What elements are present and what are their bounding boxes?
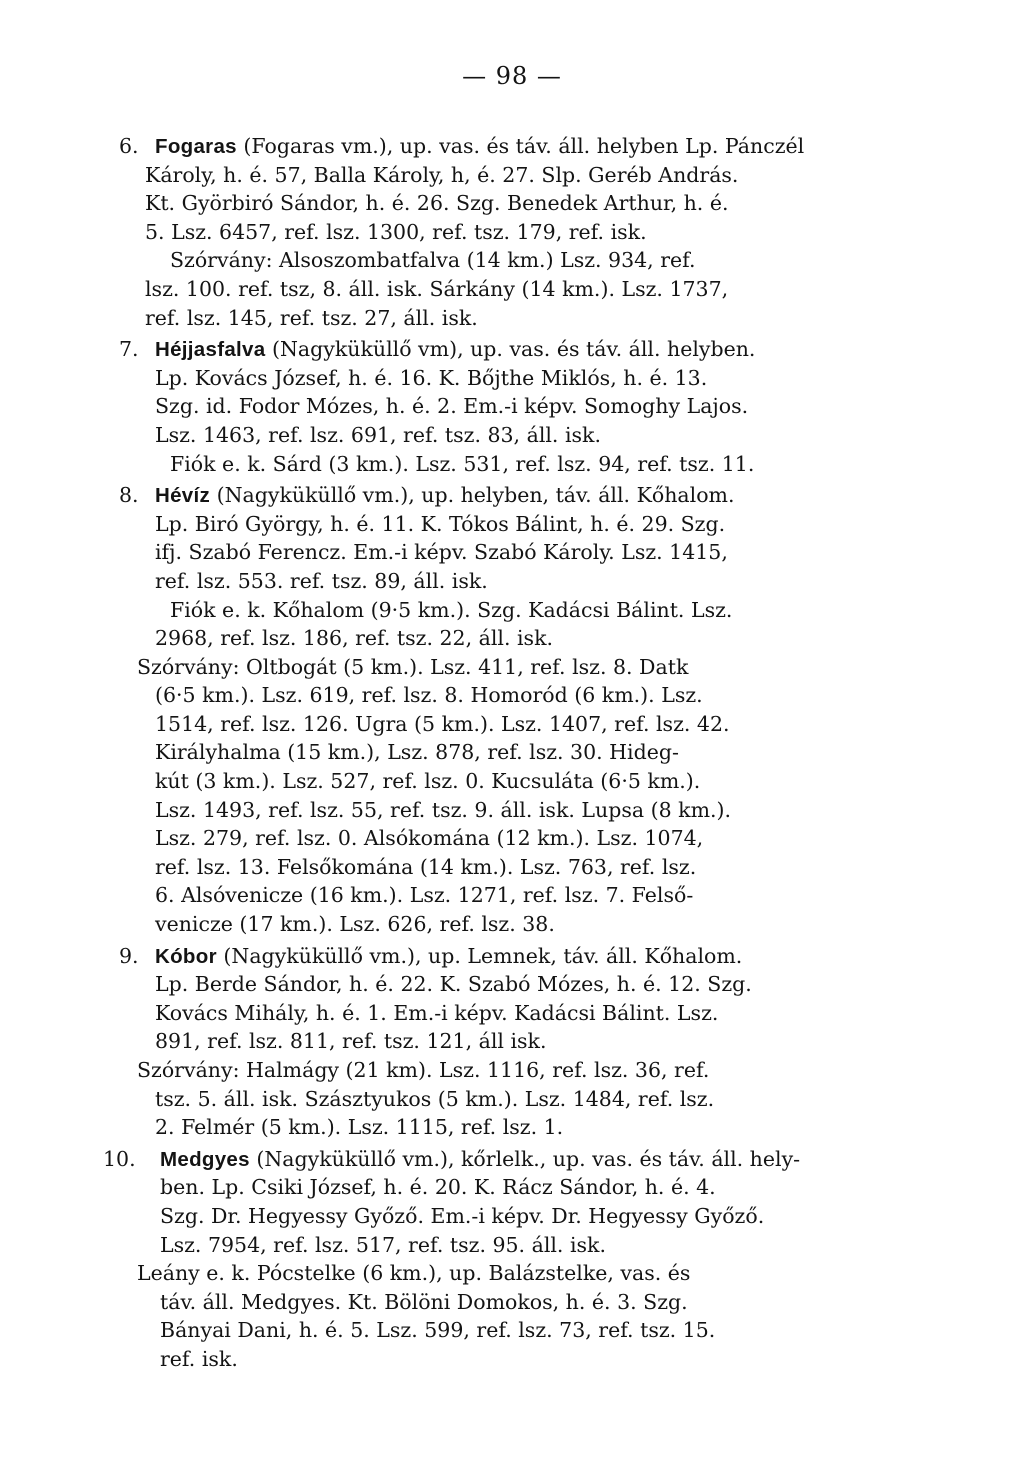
document-body <box>0 132 1024 1374</box>
entry-hejjasfalva <box>0 335 1024 478</box>
entry-number: 7. <box>119 337 139 362</box>
entry-line: ref. lsz. 553. ref. tsz. 89, áll. isk. <box>155 568 488 593</box>
scattered-line: Szórvány: Halmágy (21 km). Lsz. 1116, ref. lsz. 36, ref. <box>137 1058 710 1082</box>
entry-line: Lsz. 279, ref. lsz. 0. Alsókomána (12 km.). Lsz. 1074, <box>155 826 704 851</box>
entry-line: (Nagyküküllő vm), up. vas. és táv. áll. helyben. <box>271 337 756 362</box>
entry-number: 6. <box>119 134 139 158</box>
entry-line: Kt. Györbiró Sándor, h. é. 26. Szg. Benedek Arthur, h. é. <box>145 191 729 216</box>
entry-number: 10. <box>103 1146 136 1171</box>
entry-number: 9. <box>119 943 139 968</box>
entry-kobor <box>0 942 1024 1142</box>
entry-number: 8. <box>119 483 139 508</box>
scattered-line: Szórvány: Oltbogát (5 km.). Lsz. 411, ref. lsz. 8. Datk <box>137 654 689 679</box>
place-name: Fogaras <box>155 135 237 158</box>
entry-line: 2. Felmér (5 km.). Lsz. 1115, ref. lsz. 1. <box>155 1115 564 1140</box>
entry-line: Lsz. 1493, ref. lsz. 55, ref. tsz. 9. áll. isk. Lupsa (8 km.). <box>155 797 732 822</box>
entry-line: 6. Alsóvenicze (16 km.). Lsz. 1271, ref. lsz. 7. Felső- <box>155 883 694 908</box>
entry-line: Szg. Dr. Hegyessy Győző. Em.-i képv. Dr. Hegyessy Győző. <box>160 1203 765 1228</box>
entry-line: Lsz. 1463, ref. lsz. 691, ref. tsz. 83, áll. isk. <box>155 422 601 447</box>
entry-line: Királyhalma (15 km.), Lsz. 878, ref. lsz. 30. Hideg- <box>155 740 679 765</box>
entry-line: Bányai Dani, h. é. 5. Lsz. 599, ref. lsz. 73, ref. tsz. 15. <box>160 1318 716 1343</box>
place-name: Medgyes <box>160 1147 250 1171</box>
place-name: Kóbor <box>155 944 217 968</box>
entry-line: ref. lsz. 13. Felsőkomána (14 km.). Lsz. 763, ref. lsz. <box>155 854 697 879</box>
entry-line: 1514, ref. lsz. 126. Ugra (5 km.). Lsz. 1407, ref. lsz. 42. <box>155 711 730 736</box>
entry-line: ref. isk. <box>160 1346 238 1371</box>
entry-line: tsz. 5. áll. isk. Szásztyukos (5 km.). Lsz. 1484, ref. lsz. <box>155 1086 715 1111</box>
entry-line: Szg. id. Fodor Mózes, h. é. 2. Em.-i képv. Somoghy Lajos. <box>155 394 749 419</box>
entry-line: 5. Lsz. 6457, ref. lsz. 1300, ref. tsz. 179, ref. isk. <box>145 219 647 244</box>
entry-line: kút (3 km.). Lsz. 527, ref. lsz. 0. Kucsuláta (6·5 km.). <box>155 769 701 794</box>
entry-line: (Nagyküküllő vm.), up. Lemnek, táv. áll. Kőhalom. <box>223 943 743 968</box>
entry-line: ref. lsz. 145, ref. tsz. 27, áll. isk. <box>145 305 478 330</box>
entry-line: (6·5 km.). Lsz. 619, ref. lsz. 8. Homoród (6 km.). Lsz. <box>155 683 703 708</box>
entry-line: venicze (17 km.). Lsz. 626, ref. lsz. 38. <box>155 912 555 937</box>
page-number: — 98 — <box>462 62 562 90</box>
branch-line: Fiók e. k. Sárd (3 km.). Lsz. 531, ref. lsz. 94, ref. tsz. 11. <box>170 451 755 476</box>
entry-line: (Nagyküküllő vm.), up. helyben, táv. áll. Kőhalom. <box>216 483 735 508</box>
entry-line: Lp. Biró György, h. é. 11. K. Tókos Bálint, h. é. 29. Szg. <box>155 511 726 536</box>
entry-medgyes <box>0 1145 1024 1374</box>
subsidiary-line: Leány e. k. Pócstelke (6 km.), up. Balázstelke, vas. és <box>137 1261 691 1286</box>
scattered-line: Szórvány: Alsoszombatfalva (14 km.) Lsz. 934, ref. <box>170 248 696 273</box>
entry-line: ifj. Szabó Ferencz. Em.-i képv. Szabó Károly. Lsz. 1415, <box>155 540 728 565</box>
entry-line: táv. áll. Medgyes. Kt. Bölöni Domokos, h. é. 3. Szg. <box>160 1289 688 1314</box>
entry-line: ben. Lp. Csiki József, h. é. 20. K. Rácz Sándor, h. é. 4. <box>160 1175 716 1200</box>
entry-line: Lp. Berde Sándor, h. é. 22. K. Szabó Mózes, h. é. 12. Szg. <box>155 972 752 997</box>
place-name: Héjjasfalva <box>155 338 266 362</box>
entry-line: 891, ref. lsz. 811, ref. tsz. 121, áll isk. <box>155 1029 547 1054</box>
entry-line: (Nagyküküllő vm.), kőrlelk., up. vas. és táv. áll. hely- <box>256 1146 801 1171</box>
entry-fogaras <box>0 132 1024 332</box>
entry-line: 2968, ref. lsz. 186, ref. tsz. 22, áll. isk. <box>155 626 554 651</box>
place-name: Hévíz <box>155 484 211 508</box>
branch-line: Fiók e. k. Kőhalom (9·5 km.). Szg. Kadácsi Bálint. Lsz. <box>170 597 733 622</box>
entry-line: Károly, h. é. 57, Balla Károly, h, é. 27. Slp. Geréb András. <box>145 162 739 187</box>
entry-line: Lsz. 7954, ref. lsz. 517, ref. tsz. 95. áll. isk. <box>160 1232 606 1257</box>
entry-line: lsz. 100. ref. tsz, 8. áll. isk. Sárkány (14 km.). Lsz. 1737, <box>145 276 729 301</box>
entry-line: (Fogaras vm.), up. vas. és táv. áll. helyben Lp. Pánczél <box>243 134 805 158</box>
entry-line: Lp. Kovács József, h. é. 16. K. Bőjthe Miklós, h. é. 13. <box>155 365 708 390</box>
entry-heviz <box>0 481 1024 939</box>
entry-line: Kovács Mihály, h. é. 1. Em.-i képv. Kadácsi Bálint. Lsz. <box>155 1000 719 1025</box>
